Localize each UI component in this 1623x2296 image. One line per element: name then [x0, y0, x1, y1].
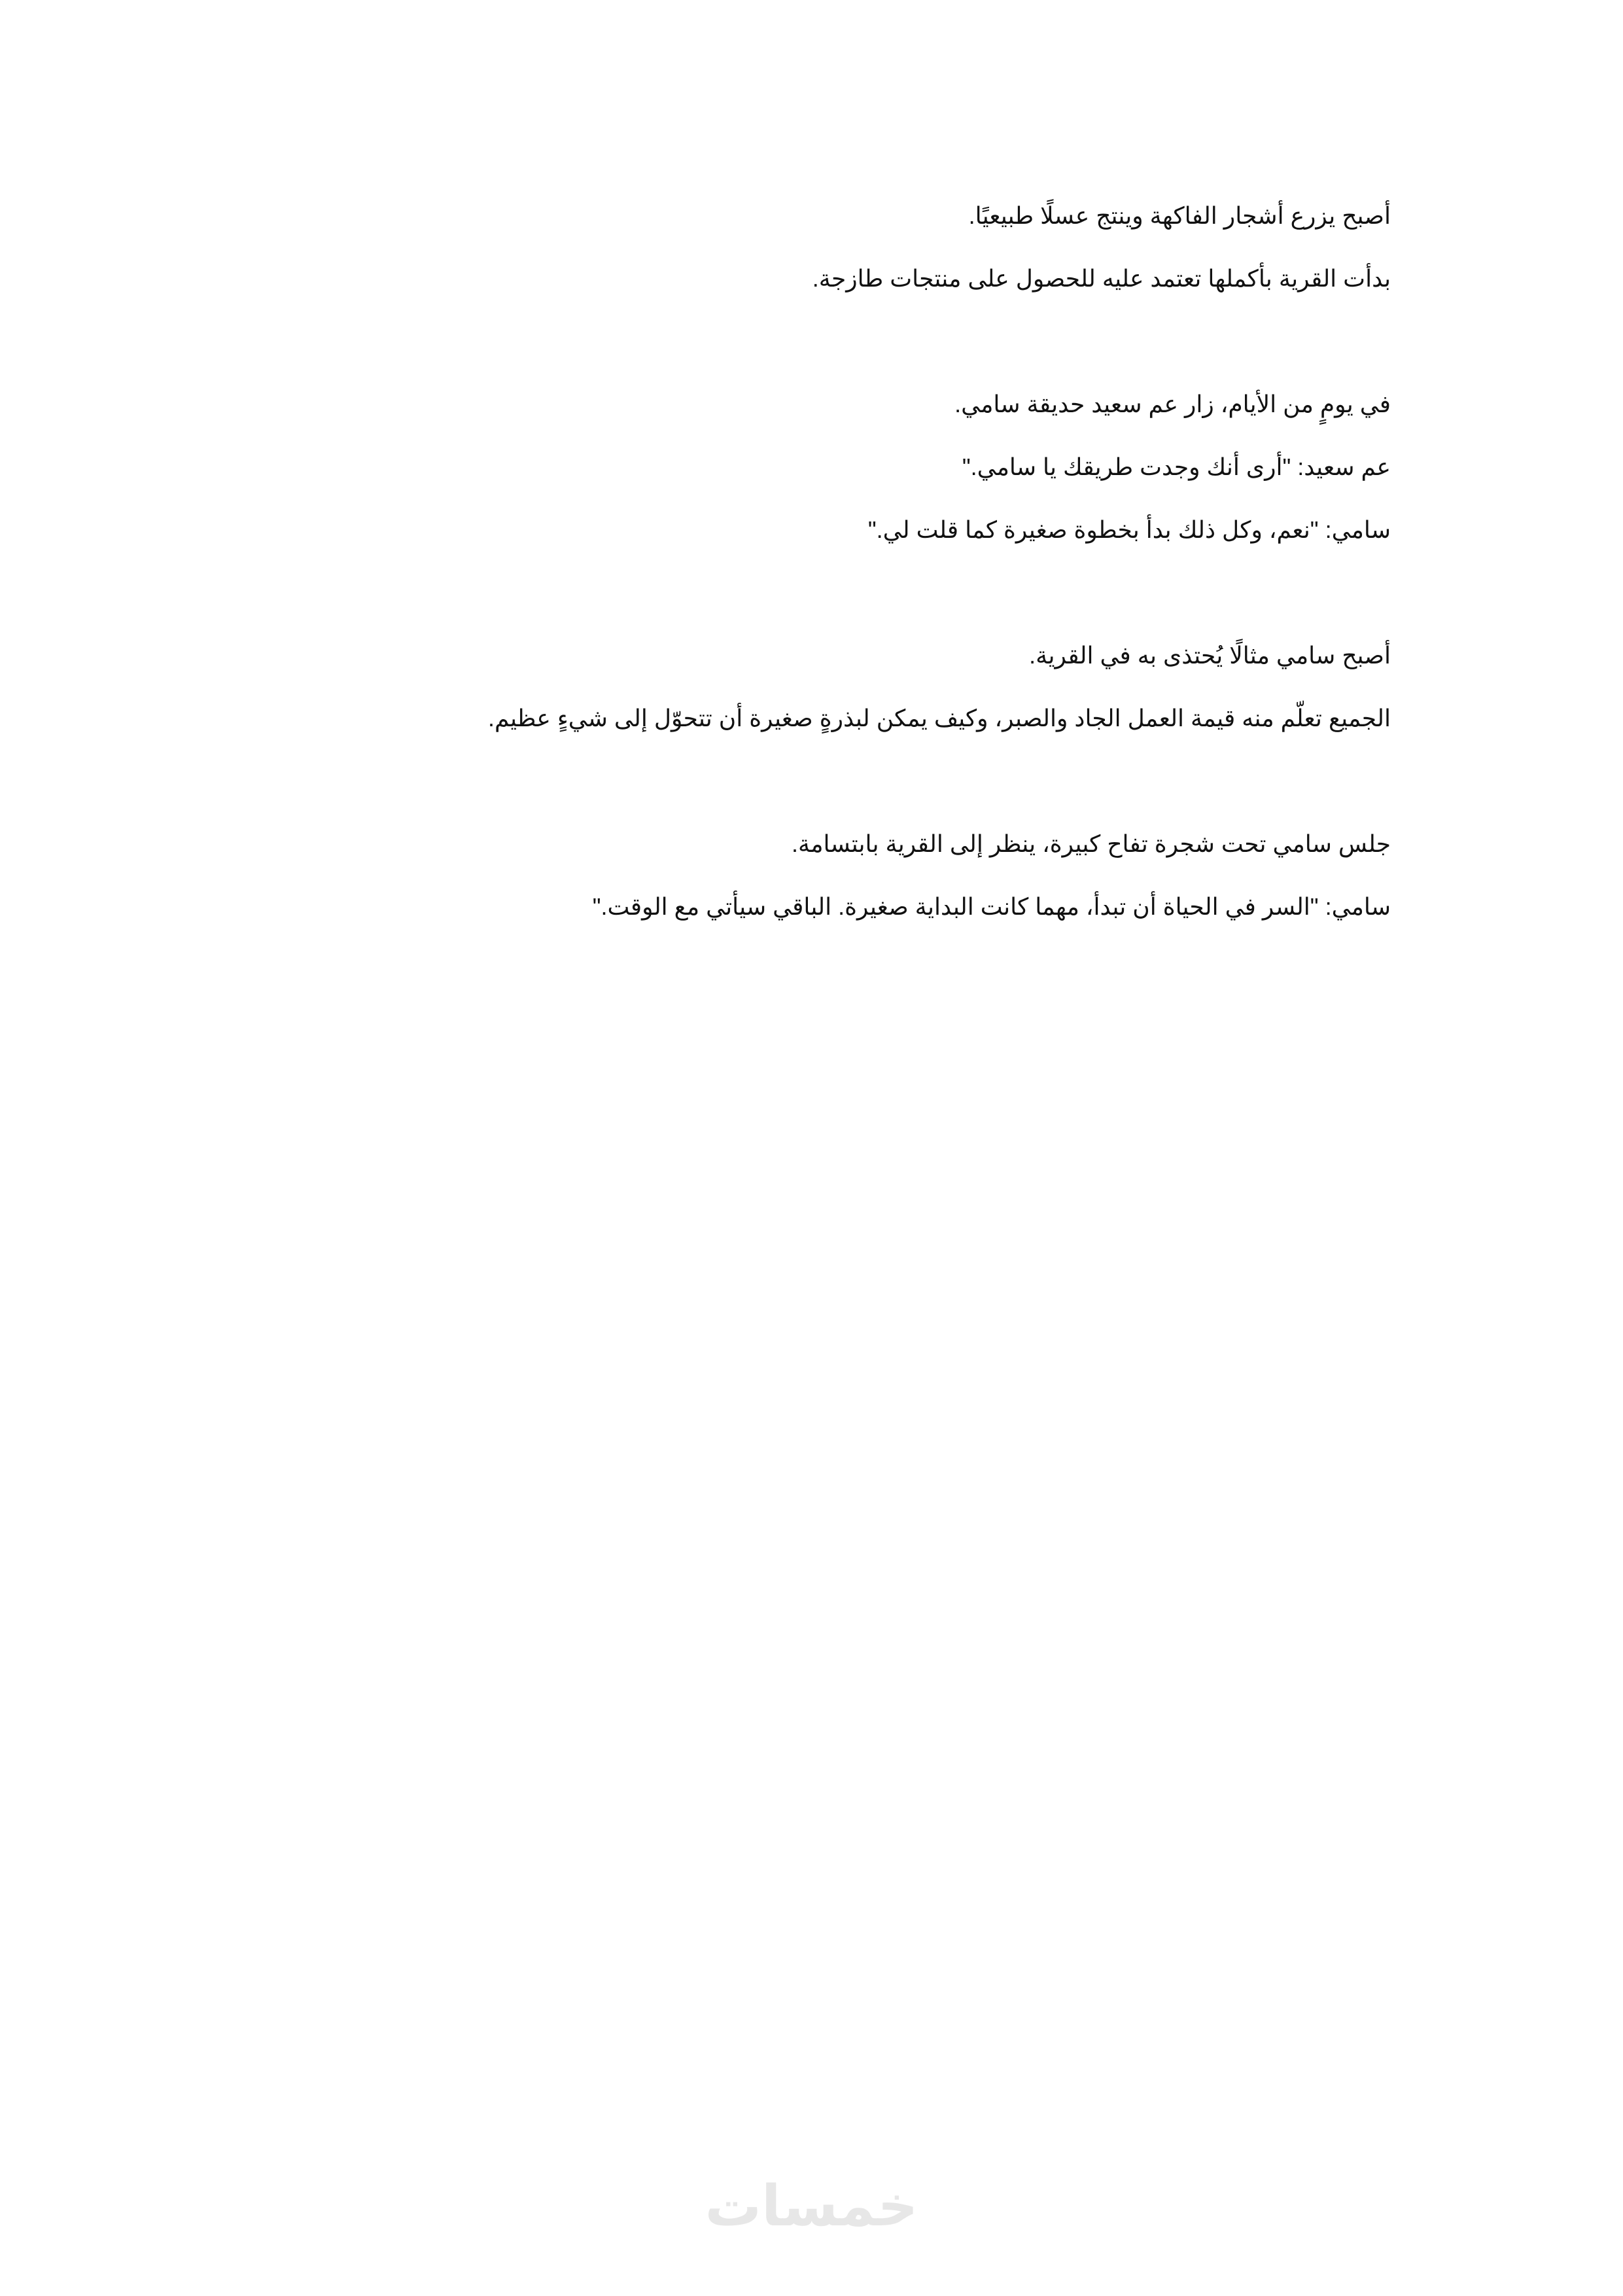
- dialogue-line: سامي: "نعم، وكل ذلك بدأ بخطوة صغيرة كما قلت لي.": [867, 516, 1391, 543]
- watermark-logo: خمسات: [705, 2174, 918, 2239]
- text-line: بدأت القرية بأكملها تعتمد عليه للحصول على منتجات طازجة.: [812, 265, 1391, 292]
- text-line: أصبح سامي مثالًا يُحتذى به في القرية.: [1029, 642, 1391, 669]
- text-line: الجميع تعلّم منه قيمة العمل الجاد والصبر، وكيف يمكن لبذرةٍ صغيرة أن تتحوّل إلى شيءٍ عظيم.: [487, 705, 1391, 732]
- dialogue-line: سامي: "السر في الحياة أن تبدأ، مهما كانت البداية صغيرة. الباقي سيأتي مع الوقت.": [592, 893, 1391, 920]
- text-line: في يومٍ من الأيام، زار عم سعيد حديقة سامي.: [954, 391, 1391, 417]
- paragraph-3: [148, 624, 1391, 750]
- dialogue-line: عم سعيد: "أرى أنك وجدت طريقك يا سامي.": [962, 453, 1391, 480]
- text-line: أصبح يزرع أشجار الفاكهة وينتج عسلًا طبيعيًا.: [968, 202, 1391, 229]
- paragraph-2: [148, 373, 1391, 561]
- story-text: [148, 185, 1391, 938]
- text-line: جلس سامي تحت شجرة تفاح كبيرة، ينظر إلى القرية بابتسامة.: [791, 830, 1391, 857]
- paragraph-1: [148, 185, 1391, 310]
- paragraph-4: [148, 813, 1391, 938]
